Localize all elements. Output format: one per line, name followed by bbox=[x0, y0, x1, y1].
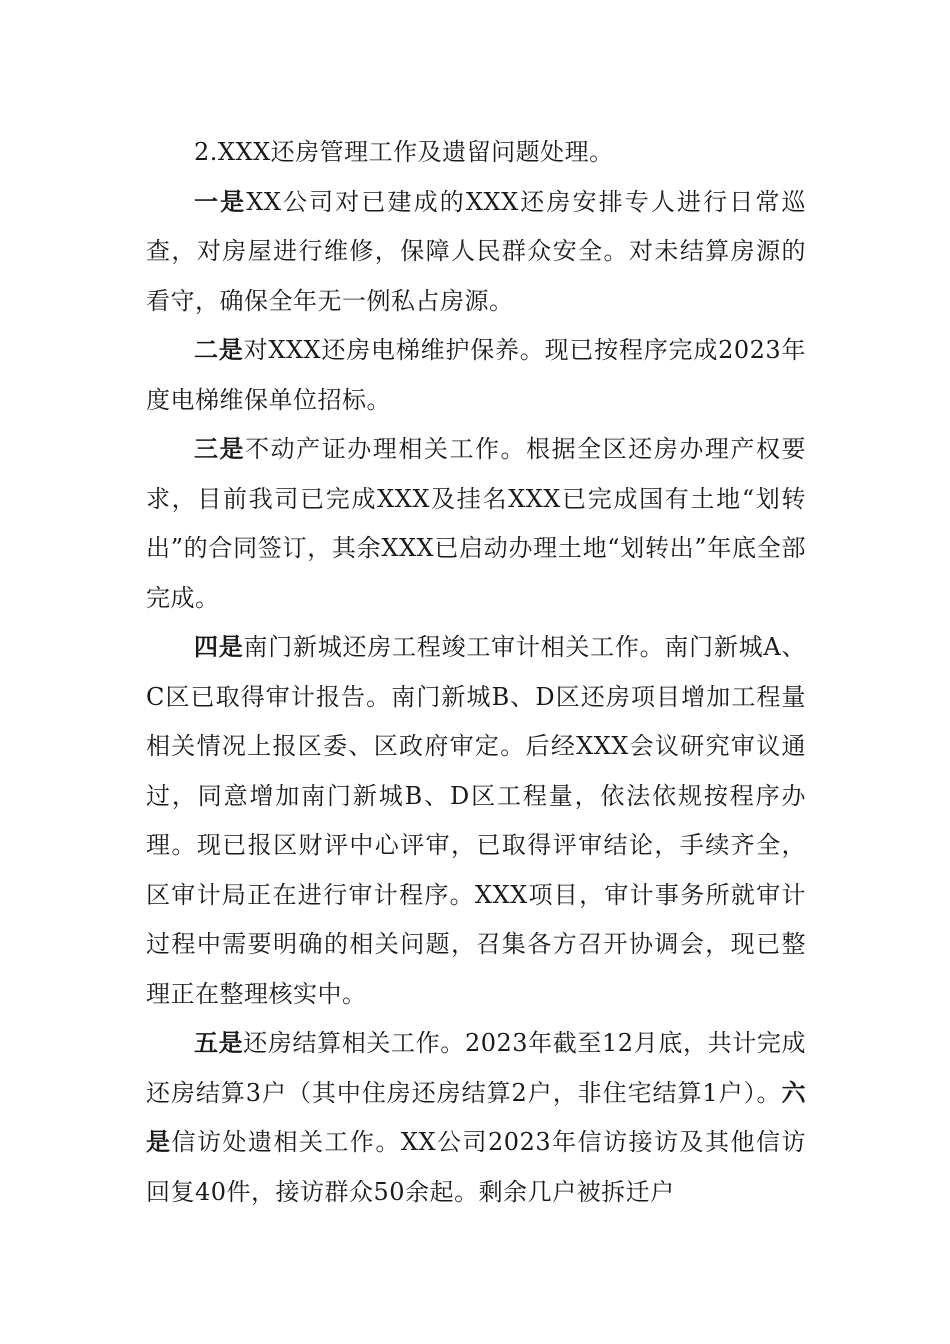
section-heading: 2.XXX还房管理工作及遗留问题处理。 bbox=[194, 138, 614, 166]
paragraph-3-lead: 三是 bbox=[194, 435, 246, 463]
document-page bbox=[146, 128, 806, 1217]
paragraph-4-lead: 四是 bbox=[194, 633, 244, 661]
paragraph-3-text: 不动产证办理相关工作。根据全区还房办理产权要求，目前我司已完成XXX及挂名XXX已完成国有土地“划转出”的合同签订，其余XXX已启动办理土地“划转出”年底全部完成。 bbox=[146, 435, 807, 612]
paragraph-1-text: XX公司对已建成的XXX还房安排专人进行日常巡查，对房屋进行维修，保障人民群众安全。对未结算房源的看守，确保全年无一例私占房源。 bbox=[146, 187, 806, 315]
paragraph-5 bbox=[146, 1019, 806, 1217]
paragraph-6-text: 信访处遗相关工作。XX公司2023年信访接访及其他信访回复40件，接访群众50余起。剩余几户被拆迁户 bbox=[146, 1128, 807, 1206]
paragraph-5-lead: 五是 bbox=[194, 1029, 244, 1057]
paragraph-2-lead: 二是 bbox=[194, 336, 244, 364]
paragraph-4 bbox=[146, 623, 806, 1019]
paragraph-2-text: 对XXX还房电梯维护保养。现已按程序完成2023年度电梯维保单位招标。 bbox=[146, 336, 806, 414]
paragraph-1 bbox=[146, 178, 806, 327]
paragraph-6-lead: 六是 bbox=[146, 1078, 806, 1156]
paragraph-3 bbox=[146, 425, 806, 623]
paragraph-2 bbox=[146, 326, 806, 425]
paragraph-1-lead: 一是 bbox=[194, 187, 247, 216]
paragraph-4-text: 南门新城还房工程竣工审计相关工作。南门新城A、C区已取得审计报告。南门新城B、D区还房项目增加工程量相关情况上报区委、区政府审定。后经XXX会议研究审议通过，同意增加南门新城B、D区工程量，依法依规按程序办理。现已报区财评中心评审，已取得评审结论，手续齐全，区审计局正在进行审计程序。XXX项目，审计事务所就审计过程中需要明确的相关问题，召集各方召开协调会，现已整理正在整理核实中。 bbox=[146, 633, 806, 1008]
paragraph-5-text: 还房结算相关工作。2023年截至12月底，共计完成还房结算3户（其中住房还房结算2户，非住宅结算1户）。 bbox=[146, 1029, 806, 1107]
